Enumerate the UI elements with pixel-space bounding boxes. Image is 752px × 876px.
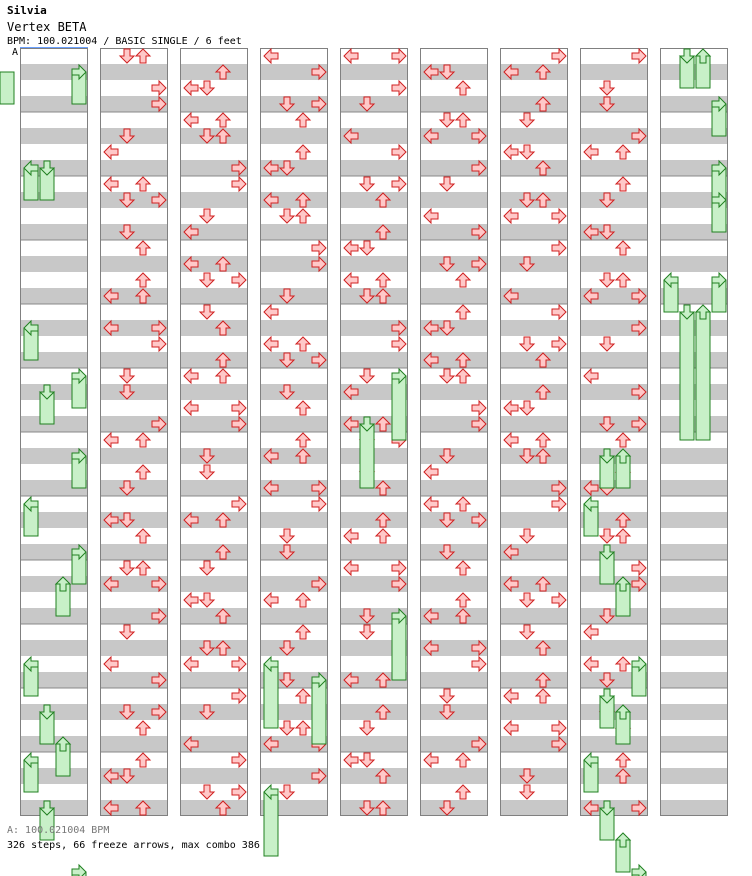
freeze-body bbox=[392, 376, 406, 440]
freeze-body bbox=[0, 72, 14, 104]
stripe bbox=[580, 256, 648, 272]
stripe bbox=[20, 608, 88, 624]
stripe bbox=[660, 768, 728, 784]
stripe bbox=[660, 672, 728, 688]
stripe bbox=[420, 192, 488, 208]
stripe bbox=[260, 224, 328, 240]
stripe bbox=[580, 64, 648, 80]
stripe bbox=[180, 64, 248, 80]
stripe bbox=[660, 448, 728, 464]
stripe bbox=[340, 512, 408, 528]
stripe bbox=[500, 512, 568, 528]
stripe bbox=[340, 736, 408, 752]
stripe bbox=[660, 576, 728, 592]
freeze-right-arrow bbox=[72, 865, 86, 876]
artist-name: Silvia bbox=[7, 4, 47, 17]
stripe bbox=[340, 352, 408, 368]
stripe bbox=[420, 768, 488, 784]
freeze-body bbox=[264, 792, 278, 856]
stripe bbox=[260, 512, 328, 528]
stripe bbox=[660, 736, 728, 752]
stripe bbox=[420, 384, 488, 400]
stripe bbox=[100, 64, 168, 80]
stripe bbox=[420, 96, 488, 112]
stripe bbox=[180, 320, 248, 336]
stripe bbox=[500, 224, 568, 240]
stripe bbox=[180, 192, 248, 208]
stripe bbox=[180, 544, 248, 560]
stripe bbox=[420, 288, 488, 304]
stripe bbox=[660, 640, 728, 656]
stripe bbox=[420, 480, 488, 496]
stripe bbox=[500, 416, 568, 432]
chart-info: BPM: 100.021004 / BASIC SINGLE / 6 feet bbox=[7, 36, 242, 47]
stripe bbox=[340, 704, 408, 720]
stripe bbox=[180, 384, 248, 400]
stripe bbox=[20, 256, 88, 272]
stripe bbox=[20, 224, 88, 240]
stripe bbox=[580, 160, 648, 176]
freeze-right-arrow bbox=[632, 865, 646, 876]
stripe bbox=[500, 128, 568, 144]
stripe bbox=[20, 640, 88, 656]
stripe bbox=[660, 704, 728, 720]
freeze-body bbox=[312, 680, 326, 744]
stripe bbox=[340, 224, 408, 240]
stripe bbox=[500, 320, 568, 336]
stripe bbox=[180, 768, 248, 784]
stripe bbox=[100, 640, 168, 656]
stripe bbox=[340, 64, 408, 80]
stripe bbox=[500, 160, 568, 176]
stripe bbox=[180, 576, 248, 592]
stripe bbox=[660, 544, 728, 560]
stripe bbox=[100, 544, 168, 560]
stripe bbox=[660, 608, 728, 624]
stripe bbox=[500, 704, 568, 720]
stripe bbox=[660, 256, 728, 272]
stripe bbox=[340, 544, 408, 560]
stripe bbox=[180, 96, 248, 112]
stripe bbox=[340, 192, 408, 208]
stripe bbox=[580, 352, 648, 368]
stripe bbox=[660, 512, 728, 528]
stripe bbox=[100, 352, 168, 368]
bpm-marker-label: A bbox=[12, 47, 19, 58]
stripe bbox=[340, 768, 408, 784]
stripe bbox=[500, 96, 568, 112]
stripe bbox=[180, 352, 248, 368]
freeze-body bbox=[264, 664, 278, 728]
stripe bbox=[180, 480, 248, 496]
stripe bbox=[500, 608, 568, 624]
stripe bbox=[260, 128, 328, 144]
stripe bbox=[500, 800, 568, 816]
freeze-body bbox=[392, 616, 406, 680]
stripe bbox=[660, 480, 728, 496]
stripe bbox=[420, 672, 488, 688]
stripe bbox=[100, 448, 168, 464]
stripe bbox=[340, 256, 408, 272]
freeze-body bbox=[696, 312, 710, 440]
stripe bbox=[580, 736, 648, 752]
stripe bbox=[100, 736, 168, 752]
song-title: Vertex BETA bbox=[7, 20, 87, 34]
chart-stats: 326 steps, 66 freeze arrows, max combo 386 bbox=[7, 840, 260, 851]
stripe bbox=[180, 800, 248, 816]
stripe bbox=[500, 384, 568, 400]
freeze-body bbox=[360, 424, 374, 488]
stripe bbox=[20, 288, 88, 304]
stripe bbox=[260, 320, 328, 336]
stripe bbox=[180, 672, 248, 688]
stripe bbox=[100, 160, 168, 176]
stripe bbox=[260, 608, 328, 624]
stripe bbox=[420, 576, 488, 592]
stripe bbox=[100, 256, 168, 272]
freeze-body bbox=[680, 312, 694, 440]
stripe bbox=[500, 352, 568, 368]
stripe bbox=[500, 640, 568, 656]
stripe bbox=[580, 640, 648, 656]
bpm-summary: A: 100.021004 BPM bbox=[7, 825, 110, 836]
stripe bbox=[20, 128, 88, 144]
stripe bbox=[260, 416, 328, 432]
stripe bbox=[180, 608, 248, 624]
stripe bbox=[660, 800, 728, 816]
stripe bbox=[340, 160, 408, 176]
stripe bbox=[500, 672, 568, 688]
stripe bbox=[180, 288, 248, 304]
